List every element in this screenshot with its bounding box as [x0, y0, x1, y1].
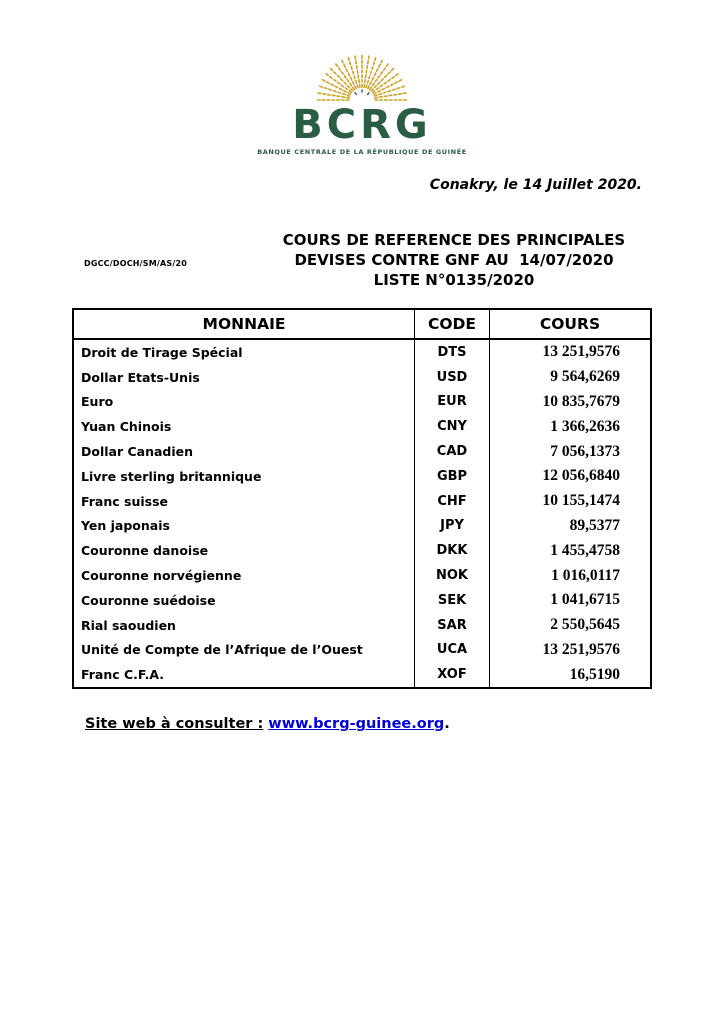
table-row: [74, 538, 650, 563]
table-row: [74, 514, 650, 539]
currency-name: Franc suisse: [74, 489, 415, 514]
bcrg-logo: [0, 44, 724, 156]
currency-code: DTS: [415, 340, 490, 365]
table-row: [74, 563, 650, 588]
currency-code: XOF: [415, 662, 490, 687]
currency-name: Livre sterling britannique: [74, 464, 415, 489]
currency-code: GBP: [415, 464, 490, 489]
currency-code: CHF: [415, 489, 490, 514]
table-row: [74, 414, 650, 439]
currency-rate: 13 251,9576: [542, 640, 620, 658]
reference-code: DGCC/DOCH/SM/AS/20: [84, 259, 188, 268]
currency-code: USD: [415, 365, 490, 390]
currency-code: SEK: [415, 588, 490, 613]
dateline: Conakry, le 14 Juillet 2020.: [429, 177, 642, 193]
currency-code: DKK: [415, 538, 490, 563]
table-row: [74, 439, 650, 464]
header-cours: COURS: [539, 315, 601, 333]
currency-rate: 9 564,6269: [550, 368, 620, 386]
footer-period: .: [444, 716, 450, 732]
currency-rate: 1 041,6715: [550, 591, 620, 609]
currency-rate: 1 455,4758: [550, 541, 620, 559]
table-row: [74, 390, 650, 415]
table-row: [74, 662, 650, 687]
exchange-rate-table: [72, 308, 652, 689]
currency-name: Yen japonais: [74, 514, 415, 539]
title-line-1: COURS DE REFERENCE DES PRINCIPALES: [282, 231, 626, 249]
currency-code: SAR: [415, 613, 490, 638]
website-link[interactable]: www.bcrg-guinee.org: [268, 716, 445, 732]
table-row: [74, 489, 650, 514]
sunburst-rays-icon: [296, 44, 428, 102]
currency-name: Couronne danoise: [74, 538, 415, 563]
currency-name: Couronne suédoise: [74, 588, 415, 613]
currency-code: EUR: [415, 390, 490, 415]
currency-rate: 10 155,1474: [542, 492, 620, 510]
website-label: Site web à consulter :: [85, 716, 264, 732]
table-row: [74, 340, 650, 365]
logo-acronym: BCRG: [292, 102, 432, 148]
table-header-row: [74, 310, 650, 340]
currency-name: Couronne norvégienne: [74, 563, 415, 588]
currency-name: Dollar Etats-Unis: [74, 365, 415, 390]
currency-rate: 1 016,0117: [551, 566, 620, 584]
currency-name: Dollar Canadien: [74, 439, 415, 464]
table-row: [74, 613, 650, 638]
table-row: [74, 588, 650, 613]
currency-code: NOK: [415, 563, 490, 588]
currency-rate: 7 056,1373: [550, 442, 620, 460]
table-row: [74, 638, 650, 663]
currency-rate: 16,5190: [569, 665, 620, 683]
currency-code: JPY: [415, 514, 490, 539]
currency-rate: 1 366,2636: [550, 417, 620, 435]
currency-name: Droit de Tirage Spécial: [74, 340, 415, 365]
title-line-3: LISTE N°0135/2020: [373, 271, 535, 289]
header-monnaie: MONNAIE: [74, 310, 415, 338]
currency-rate: 10 835,7679: [542, 392, 620, 410]
currency-rate: 89,5377: [569, 516, 620, 534]
title-line-2: DEVISES CONTRE GNF AU 14/07/2020: [294, 251, 614, 269]
currency-code: CAD: [415, 439, 490, 464]
currency-name: Unité de Compte de l’Afrique de l’Ouest: [74, 638, 415, 663]
currency-rate: 13 251,9576: [542, 343, 620, 361]
currency-code: UCA: [415, 638, 490, 663]
document-title: [238, 230, 670, 290]
currency-name: Euro: [74, 390, 415, 415]
table-row: [74, 365, 650, 390]
currency-code: CNY: [415, 414, 490, 439]
currency-name: Franc C.F.A.: [74, 662, 415, 687]
currency-name: Rial saoudien: [74, 613, 415, 638]
table-row: [74, 464, 650, 489]
logo-tagline: BANQUE CENTRALE DE LA RÉPUBLIQUE DE GUINÉE: [257, 148, 467, 156]
header-code: CODE: [415, 310, 490, 338]
currency-name: Yuan Chinois: [74, 414, 415, 439]
currency-rate: 12 056,6840: [542, 467, 620, 485]
currency-rate: 2 550,5645: [550, 616, 620, 634]
footer: [85, 716, 450, 732]
